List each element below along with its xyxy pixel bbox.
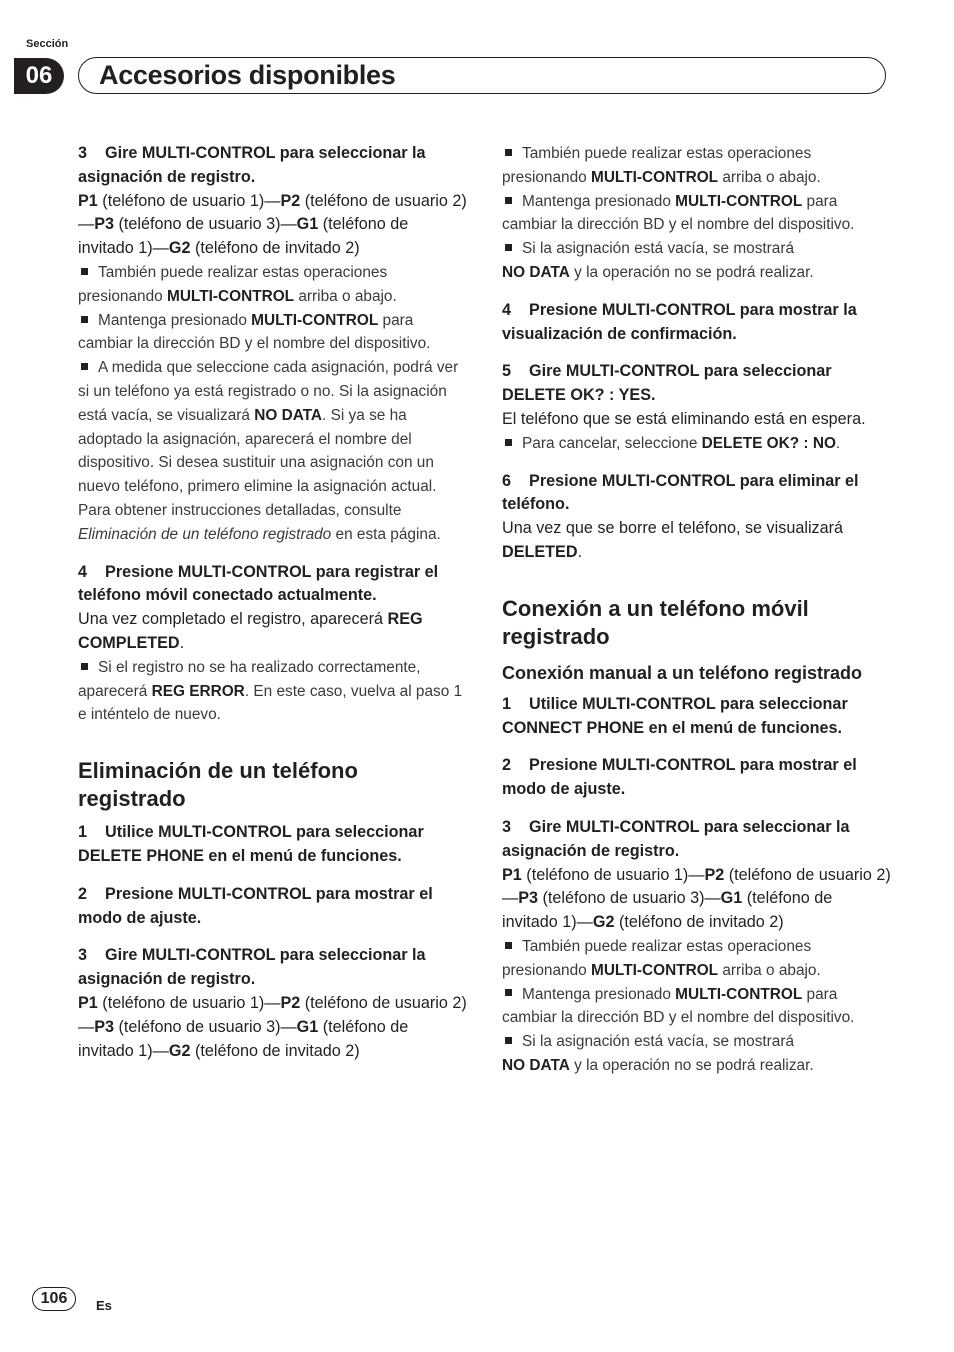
- note-no-data-cont: NO DATA y la operación no se podrá realizar.: [502, 1056, 814, 1074]
- step-4-body: Una vez completado el registro, aparecerá REG COMPLETED.: [78, 610, 423, 652]
- subheading-manual-connect: Conexión manual a un teléfono registrado: [502, 662, 863, 683]
- note-bd-address: Mantenga presionado MULTI-CONTROL para cambiar la dirección BD y el nombre del dispositivo.: [502, 983, 892, 1031]
- note-no-data: Si la asignación está vacía, se mostrará: [502, 237, 892, 261]
- delete-step-5: 5 Gire MULTI-CONTROL para seleccionar DELETE OK? : YES.: [502, 362, 832, 405]
- delete-step-6-body: Una vez que se borre el teléfono, se visualizará DELETED.: [502, 519, 844, 561]
- language-code: Es: [96, 1298, 112, 1313]
- step-3-register: 3 Gire MULTI-CONTROL para seleccionar la asignación de registro.: [78, 144, 426, 186]
- section-label: Sección: [26, 38, 69, 50]
- note-bd-address: Mantenga presionado MULTI-CONTROL para cambiar la dirección BD y el nombre del dispositivo.: [78, 309, 468, 357]
- note-up-down: También puede realizar estas operaciones presionando MULTI-CONTROL arriba o abajo.: [502, 935, 892, 983]
- note-cancel: Para cancelar, seleccione DELETE OK? : NO.: [502, 432, 892, 456]
- assignment-list: P1 (teléfono de usuario 1)—P2 (teléfono de usuario 2)—P3 (teléfono de usuario 3)—G1 (teléfono de invitado 1)—G2 (teléfono de invitado 2): [78, 191, 467, 258]
- heading-delete-phone: Eliminación de un teléfono registrado: [78, 758, 358, 812]
- page-number: 106: [32, 1287, 76, 1311]
- connect-step-3: 3 Gire MULTI-CONTROL para seleccionar la asignación de registro.: [502, 817, 850, 860]
- delete-assignment-list: P1 (teléfono de usuario 1)—P2 (teléfono de usuario 2)—P3 (teléfono de usuario 3)—G1 (teléfono de invitado 1)—G2 (teléfono de invitado 2): [78, 993, 467, 1060]
- chapter-title-box: [78, 57, 886, 94]
- note-up-down: También puede realizar estas operaciones presionando MULTI-CONTROL arriba o abajo.: [78, 261, 468, 309]
- delete-step-3: 3 Gire MULTI-CONTROL para seleccionar la asignación de registro.: [78, 946, 426, 989]
- delete-step-1: 1 Utilice MULTI-CONTROL para seleccionar DELETE PHONE en el menú de funciones.: [78, 823, 424, 865]
- note-up-down: También puede realizar estas operaciones presionando MULTI-CONTROL arriba o abajo.: [502, 142, 892, 190]
- delete-step-2: 2 Presione MULTI-CONTROL para mostrar el modo de ajuste.: [78, 884, 433, 927]
- right-column: [502, 142, 892, 1078]
- note-bd-address: Mantenga presionado MULTI-CONTROL para cambiar la dirección BD y el nombre del dispositivo.: [502, 190, 892, 238]
- delete-step-5-body: El teléfono que se está eliminando está en espera.: [502, 409, 866, 428]
- note-reg-error: Si el registro no se ha realizado correctamente, aparecerá REG ERROR. En este caso, vuelva al paso 1 e inténtelo de nuevo.: [78, 656, 468, 727]
- connect-assignment-list: P1 (teléfono de usuario 1)—P2 (teléfono de usuario 2)—P3 (teléfono de usuario 3)—G1 (teléfono de invitado 1)—G2 (teléfono de invitado 2): [502, 865, 891, 932]
- note-assignment: A medida que seleccione cada asignación, podrá ver si un teléfono ya está registrado o no. Si la asignación está vacía, se visualizará NO DATA. Si ya se ha adoptado la asignación, aparecerá el nombre del dispositivo. Si desea sustituir una asignación con un nuevo teléfono, primero elimine la asignación actual. Para obtener instrucciones detalladas, consulte Eliminación de un teléfono registrado en esta página.: [78, 356, 468, 546]
- connect-step-1: 1 Utilice MULTI-CONTROL para seleccionar CONNECT PHONE en el menú de funciones.: [502, 694, 848, 737]
- step-4-register: 4 Presione MULTI-CONTROL para registrar el teléfono móvil conectado actualmente.: [78, 562, 439, 605]
- delete-step-6: 6 Presione MULTI-CONTROL para eliminar el teléfono.: [502, 471, 859, 514]
- connect-step-2: 2 Presione MULTI-CONTROL para mostrar el modo de ajuste.: [502, 756, 857, 799]
- chapter-title: Accesorios disponibles: [99, 60, 396, 90]
- note-no-data: Si la asignación está vacía, se mostrará: [502, 1030, 892, 1054]
- section-number-badge: 06: [14, 58, 64, 94]
- cross-reference-link: Eliminación de un teléfono registrado: [78, 525, 332, 543]
- heading-connect-phone: Conexión a un teléfono móvil registrado: [502, 595, 809, 649]
- left-column: [78, 142, 468, 1063]
- note-no-data-cont: NO DATA y la operación no se podrá realizar.: [502, 263, 814, 281]
- delete-step-4: 4 Presione MULTI-CONTROL para mostrar la visualización de confirmación.: [502, 300, 857, 343]
